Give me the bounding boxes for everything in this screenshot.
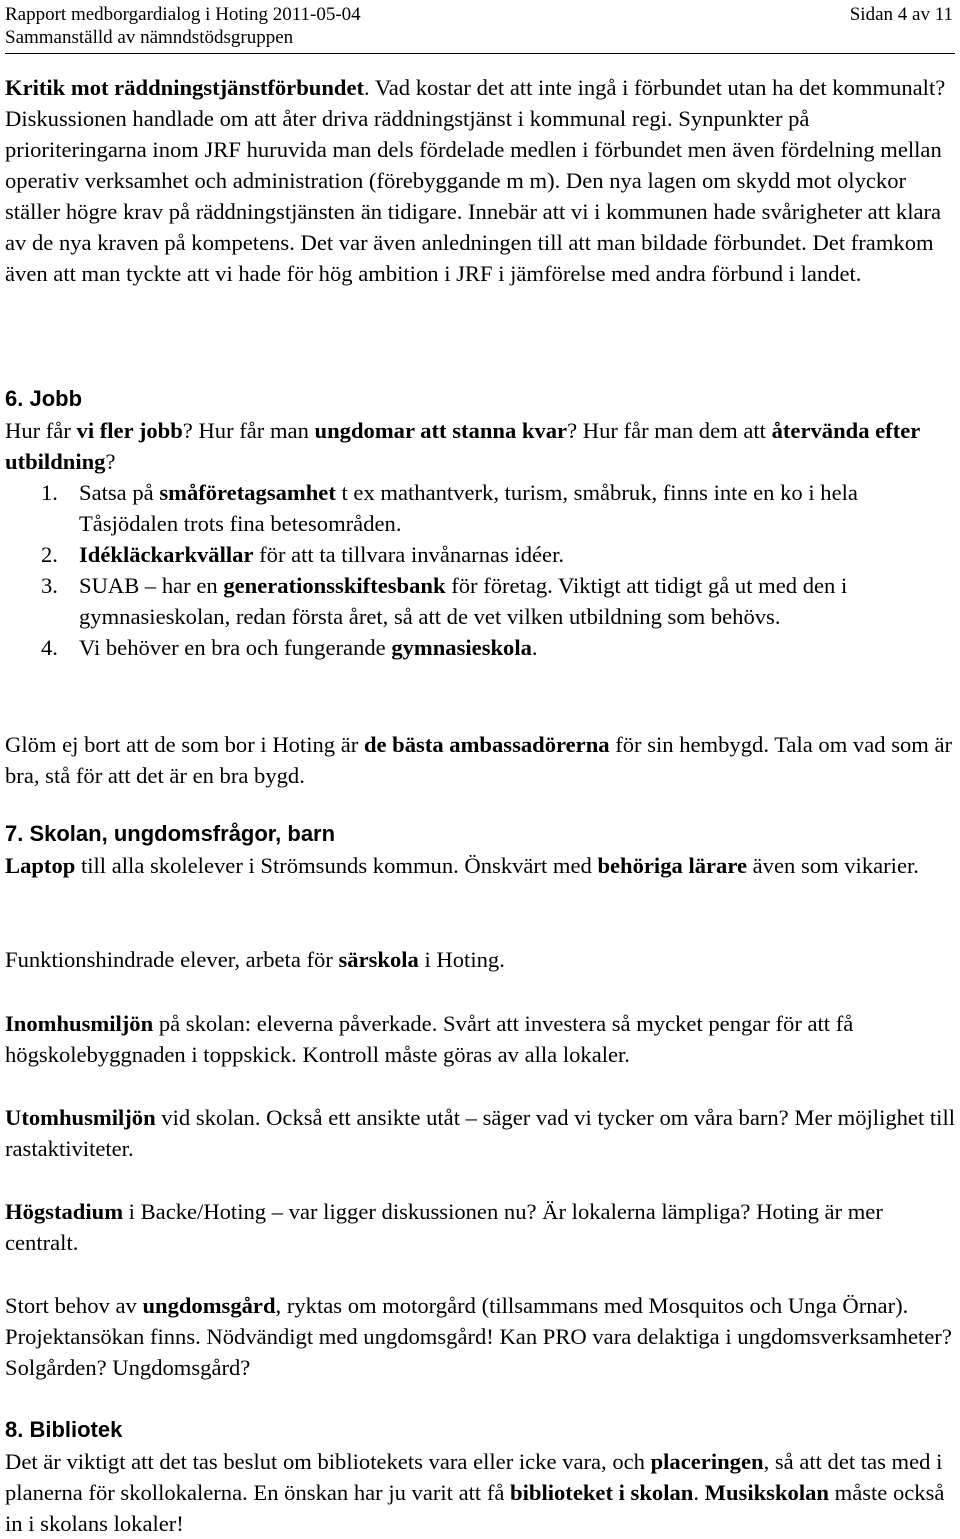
text: måste också in i skolans lokaler! — [5, 1480, 945, 1536]
text: Stort behov av — [5, 1293, 143, 1318]
list-item — [5, 632, 955, 663]
text: Glöm ej bort att de som bor i Hoting är — [5, 732, 364, 757]
q-text: ? Hur får man — [182, 418, 315, 443]
item-text: Vi behöver en bra och fungerande — [79, 635, 392, 660]
item-bold: gymnasieskola — [391, 635, 532, 660]
ambassador-paragraph — [5, 729, 955, 791]
section-6-questions — [5, 415, 955, 477]
utomhus-paragraph — [5, 1102, 955, 1164]
rff-text-f: Det framkom även att man tyckte att vi hade för hög ambition i JRF i jämförelse med andra förbund i landet. — [5, 230, 934, 286]
laptop-paragraph — [5, 850, 955, 881]
text-bold: Utomhusmiljön — [5, 1105, 156, 1130]
list-number: 3. — [41, 573, 58, 598]
q-text: ? — [105, 449, 116, 474]
text: Funktionshindrade elever, arbeta för — [5, 947, 339, 972]
list-number: 2. — [41, 542, 58, 567]
item-text: Satsa på — [79, 480, 160, 505]
text-bold: biblioteket i skolan — [510, 1480, 694, 1505]
rff-text-a: . Vad kostar det att inte ingå i förbundet utan ha det kommunalt? Diskussionen handlade om att åter driva räddningstjänst i kommunal regi. — [5, 75, 946, 131]
text-bold: Laptop — [5, 853, 76, 878]
item-bold: generationsskiftesbank — [223, 573, 446, 598]
text: , ryktas om motorgård (tillsammans med Mosquitos och Unga Örnar). Projektansökan finns. Nödvändigt med ungdomsgård! Kan PRO vara delaktiga i ungdomsverksamheter? Solgården? Ungdomsgård? — [5, 1293, 952, 1380]
text: även som vikarier. — [747, 853, 919, 878]
section-8-heading: 8. Bibliotek — [5, 1417, 123, 1442]
q-bold: vi fler jobb — [76, 418, 183, 443]
text-bold: särskola — [338, 947, 419, 972]
text-bold: de bästa ambassadörerna — [363, 732, 610, 757]
jobb-list — [5, 477, 955, 663]
text-bold: Inomhusmiljön — [5, 1011, 154, 1036]
page-number: Sidan 4 av 11 — [849, 4, 953, 25]
report-subtitle: Sammanställd av nämndstödsgruppen — [5, 27, 294, 48]
rff-text-d: Innebär att vi i kommunen hade svårigheter att klara av de nya kraven på kompetens. — [5, 199, 942, 255]
text-bold: placeringen — [650, 1449, 764, 1474]
text-bold: Musikskolan — [704, 1480, 829, 1505]
text: i Backe/Hoting – var ligger diskussionen nu? Är lokalerna lämpliga? Hoting är mer centralt. — [5, 1199, 883, 1255]
item-text: SUAB – har en — [79, 573, 224, 598]
q-text: ? Hur får man dem att — [567, 418, 772, 443]
list-number: 1. — [41, 480, 58, 505]
text-bold: ungdomsgård — [142, 1293, 276, 1318]
item-text: för företag. Viktigt att tidigt gå ut med den i gymnasieskolan, redan första året, så att de vet vilken utbildning som behövs. — [79, 573, 848, 629]
rff-text-b: Synpunkter på prioriteringarna inom JRF huruvida man dels fördelade medlen i förbundet men även fördelning mellan operativ verksamhet och administration (förebyggande m m). — [5, 106, 942, 193]
text: Det är viktigt att det tas beslut om bibliotekets vara eller icke vara, och — [5, 1449, 651, 1474]
text: vid skolan. Också ett ansikte utåt – säger vad vi tycker om våra barn? Mer möjlighet till rastaktiviteter. — [5, 1105, 955, 1161]
report-title: Rapport medborgardialog i Hoting 2011-05-04 — [5, 4, 361, 25]
text: för sin hembygd. Tala om vad som är bra, stå för att det är en bra bygd. — [5, 732, 953, 788]
list-item — [5, 570, 955, 632]
text: i Hoting. — [418, 947, 505, 972]
hogstadium-paragraph — [5, 1196, 955, 1258]
item-text: t ex mathantverk, turism, småbruk, finns inte en ko i hela Tåsjödalen trots fina betesområden. — [79, 480, 858, 536]
section-7-heading: 7. Skolan, ungdomsfrågor, barn — [5, 821, 336, 846]
text: , så att det tas med i planerna för skollokalerna. En önskan har ju varit att få — [5, 1449, 943, 1505]
item-text: . — [531, 635, 538, 660]
rff-text-e: Det var även anledningen till att man bildade förbundet. — [294, 230, 807, 255]
item-text: för att ta tillvara invånarnas idéer. — [253, 542, 565, 567]
q-bold: återvända efter utbildning — [5, 418, 920, 474]
text: på skolan: eleverna påverkade. Svårt att investera så mycket pengar för att få högskolebyggnaden i toppskick. Kontroll måste göras av alla lokaler. — [5, 1011, 854, 1067]
q-bold: ungdomar att stanna kvar — [314, 418, 568, 443]
rff-text-c: Den nya lagen om skydd mot olyckor ställer högre krav på räddningstjänsten än tidigare. — [5, 168, 907, 224]
section-6-heading: 6. Jobb — [5, 386, 83, 411]
header-rule — [5, 53, 955, 54]
text: . — [693, 1480, 705, 1505]
q-text: Hur får — [5, 418, 77, 443]
text-bold: Högstadium — [5, 1199, 124, 1224]
list-item — [5, 477, 955, 539]
list-number: 4. — [41, 635, 58, 660]
sarskola-paragraph — [5, 944, 955, 975]
rff-bold: Kritik mot räddningstjänstförbundet — [5, 75, 365, 100]
ungdomsgard-paragraph — [5, 1290, 955, 1383]
item-bold: småföretagsamhet — [159, 480, 336, 505]
rff-paragraph — [5, 72, 955, 289]
list-item — [5, 539, 955, 570]
bibliotek-paragraph — [5, 1446, 955, 1539]
text-bold: behöriga lärare — [597, 853, 747, 878]
inomhus-paragraph — [5, 1008, 955, 1070]
text: till alla skolelever i Strömsunds kommun. Önskvärt med — [75, 853, 598, 878]
item-bold: Idékläckarkvällar — [79, 542, 254, 567]
